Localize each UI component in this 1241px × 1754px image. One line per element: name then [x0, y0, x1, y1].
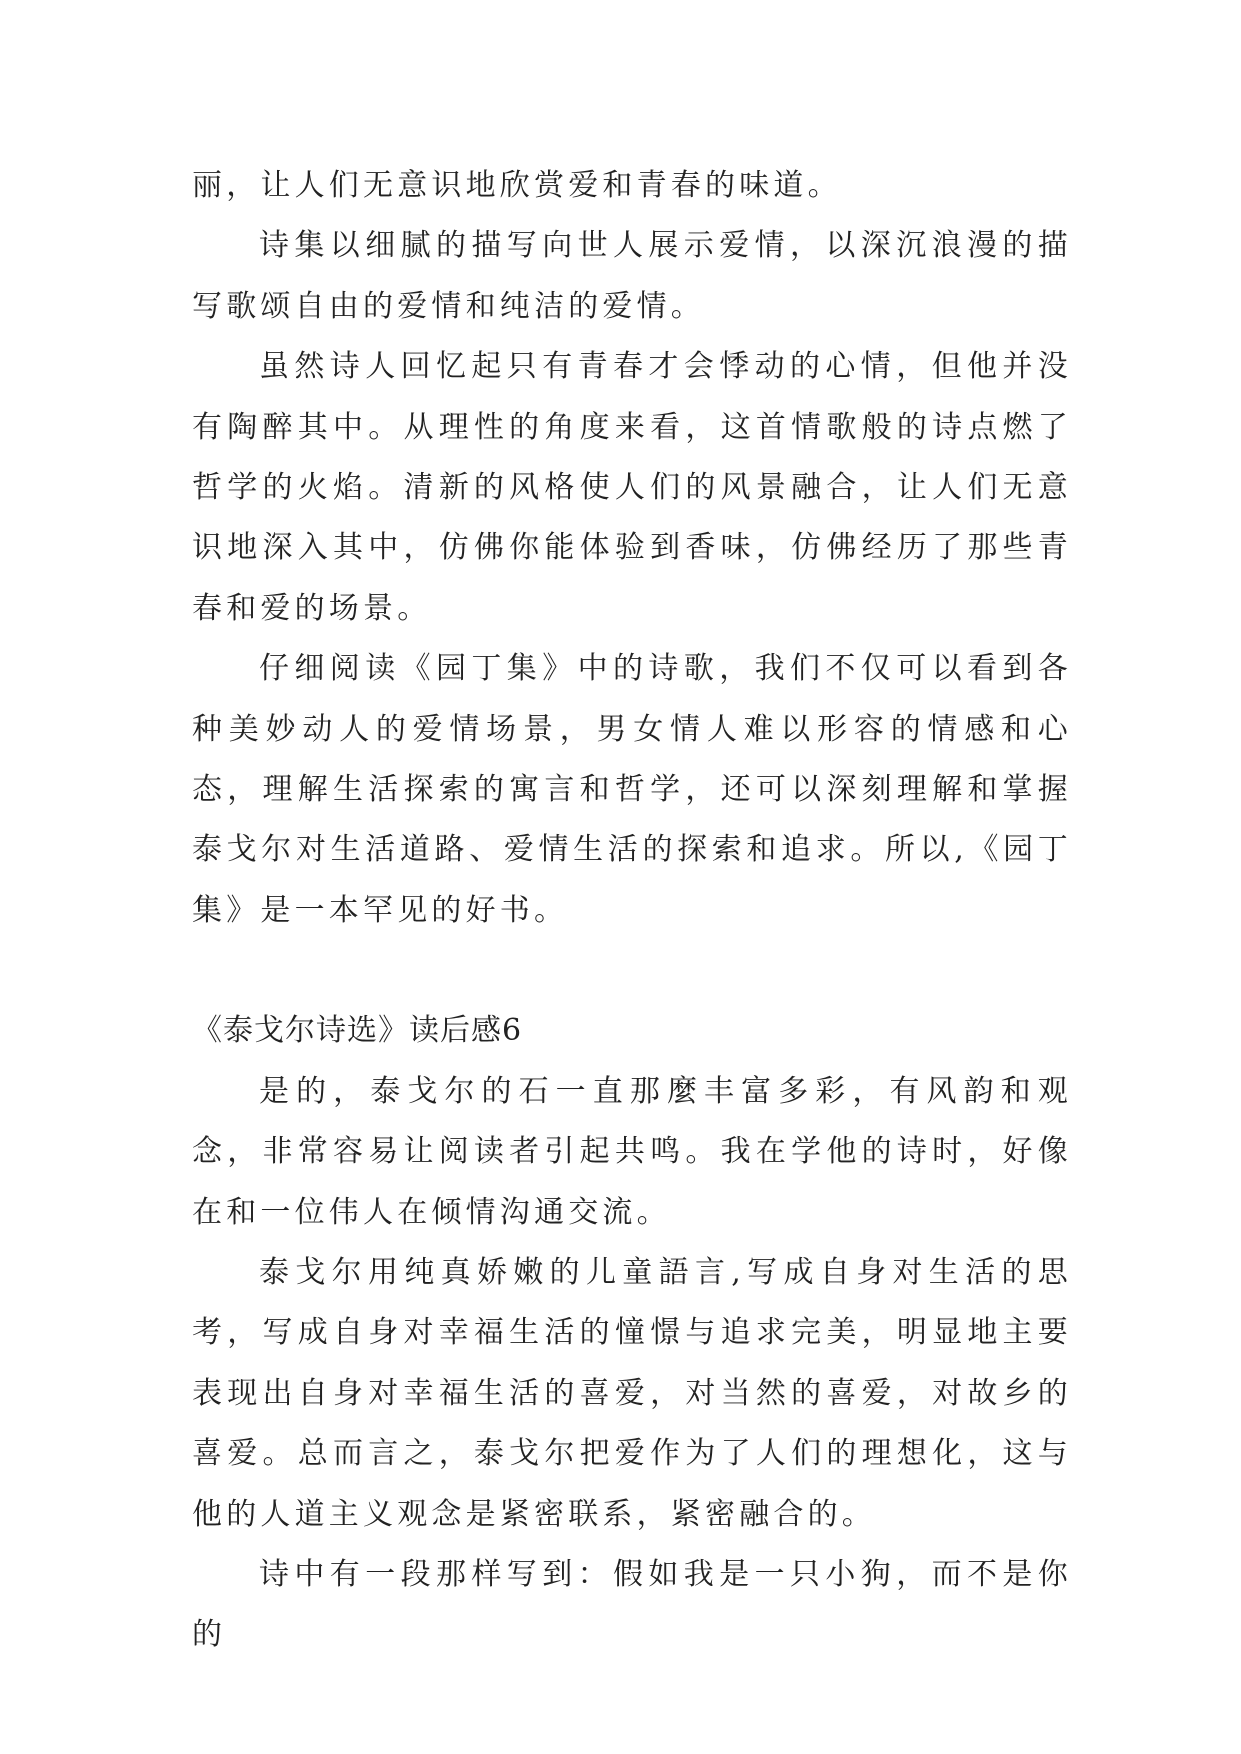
- paragraph: 仔细阅读《园丁集》中的诗歌，我们不仅可以看到各种美妙动人的爱情场景，男女情人难以形容的情感和心态，理解生活探索的寓言和哲学，还可以深刻理解和掌握泰戈尔对生活道路、爱情生活的探索和追求。所以,《园丁集》是一本罕见的好书。: [192, 651, 1072, 928]
- paragraph: 诗中有一段那样写到：假如我是一只小狗，而不是你的: [192, 1556, 1072, 1653]
- section-gap: [192, 941, 1072, 1001]
- paragraph: 泰戈尔用纯真娇嫩的儿童語言,写成自身对生活的思考，写成自身对幸福生活的憧憬与追求完美，明显地主要表现出自身对幸福生活的喜爱，对当然的喜爱，对故乡的喜爱。总而言之，泰戈尔把爱作为了人们的理想化，这与他的人道主义观念是紧密联系，紧密融合的。: [192, 1254, 1072, 1532]
- document-body: [192, 156, 1072, 1666]
- paragraph: 诗集以细腻的描写向世人展示爱情，以深沉浪漫的描写歌颂自由的爱情和纯洁的爱情。: [192, 228, 1072, 324]
- paragraph-continuation: 丽，让人们无意识地欣赏爱和青春的味道。: [192, 168, 842, 203]
- paragraph: 虽然诗人回忆起只有青春才会悸动的心情，但他并没有陶醉其中。从理性的角度来看，这首情歌般的诗点燃了哲学的火焰。清新的风格使人们的风景融合，让人们无意识地深入其中，仿佛你能体验到香味，仿佛经历了那些青春和爱的场景。: [192, 349, 1072, 626]
- paragraph: 是的，泰戈尔的石一直那麼丰富多彩，有风韵和观念，非常容易让阅读者引起共鸣。我在学他的诗时，好像在和一位伟人在倾情沟通交流。: [192, 1073, 1072, 1230]
- section-heading: 《泰戈尔诗选》读后感6: [192, 1013, 523, 1049]
